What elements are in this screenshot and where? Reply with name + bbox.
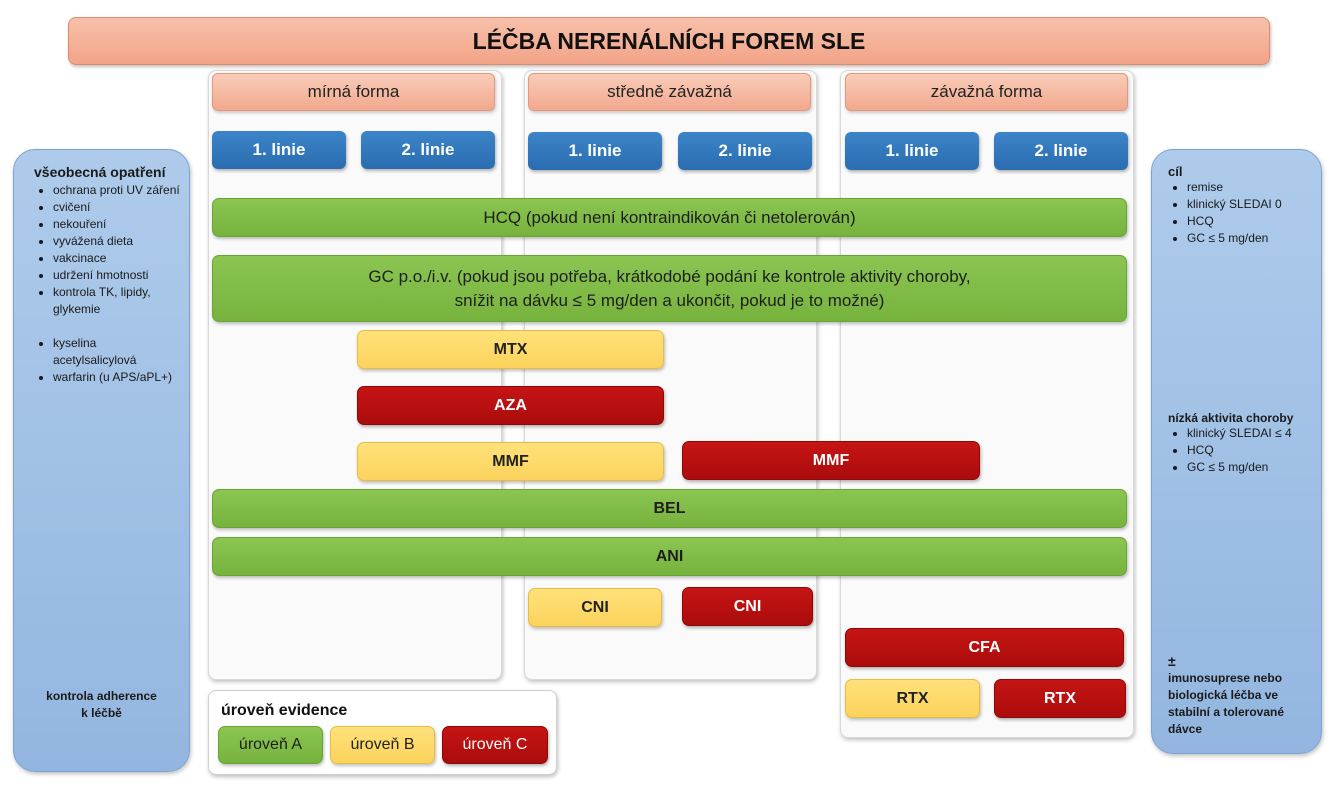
aza-bar: AZA — [357, 386, 664, 425]
mmf-level-b-bar: MMF — [357, 442, 664, 481]
adherence-note — [14, 688, 189, 722]
ani-bar: ANI — [212, 537, 1127, 576]
list-item: • kyselina acetylsalicylová — [53, 335, 181, 369]
general-measures-panel — [13, 149, 190, 772]
legend-level-c: úroveň C — [442, 726, 548, 764]
list-item: • cvičení — [53, 199, 181, 216]
list-item: • ochrana proti UV záření — [53, 182, 181, 199]
general-measures-heading: všeobecná opatření — [34, 164, 166, 180]
gc-bar-line1: GC p.o./i.v. (pokud jsou potřeba, krátkodobé podání ke kontrole aktivity choroby, — [368, 266, 971, 286]
cfa-bar: CFA — [845, 628, 1124, 667]
column-header-severe: závažná forma — [845, 73, 1128, 111]
list-item: • GC ≤ 5 mg/den — [1187, 230, 1315, 247]
mmf-level-c-bar: MMF — [682, 441, 980, 480]
general-measures-list — [34, 182, 181, 318]
list-item: • nekouření — [53, 216, 181, 233]
gc-bar — [212, 255, 1127, 322]
goal-list — [1168, 179, 1315, 247]
cni-level-b-bar: CNI — [528, 588, 662, 627]
cni-level-c-bar: CNI — [682, 587, 813, 626]
legend-level-a: úroveň A — [218, 726, 323, 764]
adherence-note-line2: k léčbě — [81, 706, 122, 720]
list-item: • klinický SLEDAI ≤ 4 — [1187, 425, 1318, 442]
low-activity-list — [1168, 425, 1318, 476]
diagram-title: LÉČBA NERENÁLNÍCH FOREM SLE — [68, 17, 1270, 65]
maintenance-note-text: imunosuprese nebo biologická léčba ve stabilní a tolerované dávce — [1168, 671, 1285, 736]
list-item: • remise — [1187, 179, 1315, 196]
moderate-line1-label: 1. linie — [528, 132, 662, 170]
severe-line1-label: 1. linie — [845, 132, 979, 170]
list-item: • vyvážená dieta — [53, 233, 181, 250]
mild-line1-label: 1. linie — [212, 131, 346, 169]
adherence-note-line1: kontrola adherence — [46, 689, 157, 703]
low-activity-heading: nízká aktivita choroby — [1168, 411, 1294, 425]
list-item: • GC ≤ 5 mg/den — [1187, 459, 1318, 476]
low-activity-block — [1168, 411, 1318, 476]
plus-minus-symbol: ± — [1168, 653, 1176, 669]
list-item: • warfarin (u APS/aPL+) — [53, 369, 181, 386]
mtx-bar: MTX — [357, 330, 664, 369]
column-header-moderate: středně závažná — [528, 73, 811, 111]
list-item: • HCQ — [1187, 442, 1318, 459]
hcq-bar: HCQ (pokud není kontraindikován či netolerován) — [212, 198, 1127, 237]
list-item: • vakcinace — [53, 250, 181, 267]
legend-level-b: úroveň B — [330, 726, 435, 764]
maintenance-note — [1168, 653, 1308, 738]
gc-bar-line2: snížit na dávku ≤ 5 mg/den a ukončit, pokud je to možné) — [454, 290, 885, 310]
list-item: • klinický SLEDAI 0 — [1187, 196, 1315, 213]
list-item: • HCQ — [1187, 213, 1315, 230]
rtx-level-c-bar: RTX — [994, 679, 1126, 718]
evidence-legend — [208, 690, 557, 775]
severe-line2-label: 2. linie — [994, 132, 1128, 170]
rtx-level-b-bar: RTX — [845, 679, 980, 718]
anticoagulation-list — [34, 335, 181, 386]
legend-title: úroveň evidence — [221, 702, 348, 719]
bel-bar: BEL — [212, 489, 1127, 528]
goal-heading: cíl — [1168, 164, 1183, 179]
list-item: • udržení hmotnosti — [53, 267, 181, 284]
treatment-goal-panel — [1151, 149, 1322, 754]
moderate-line2-label: 2. linie — [678, 132, 812, 170]
column-header-mild: mírná forma — [212, 73, 495, 111]
list-item: • kontrola TK, lipidy, glykemie — [53, 284, 181, 318]
mild-line2-label: 2. linie — [361, 131, 495, 169]
